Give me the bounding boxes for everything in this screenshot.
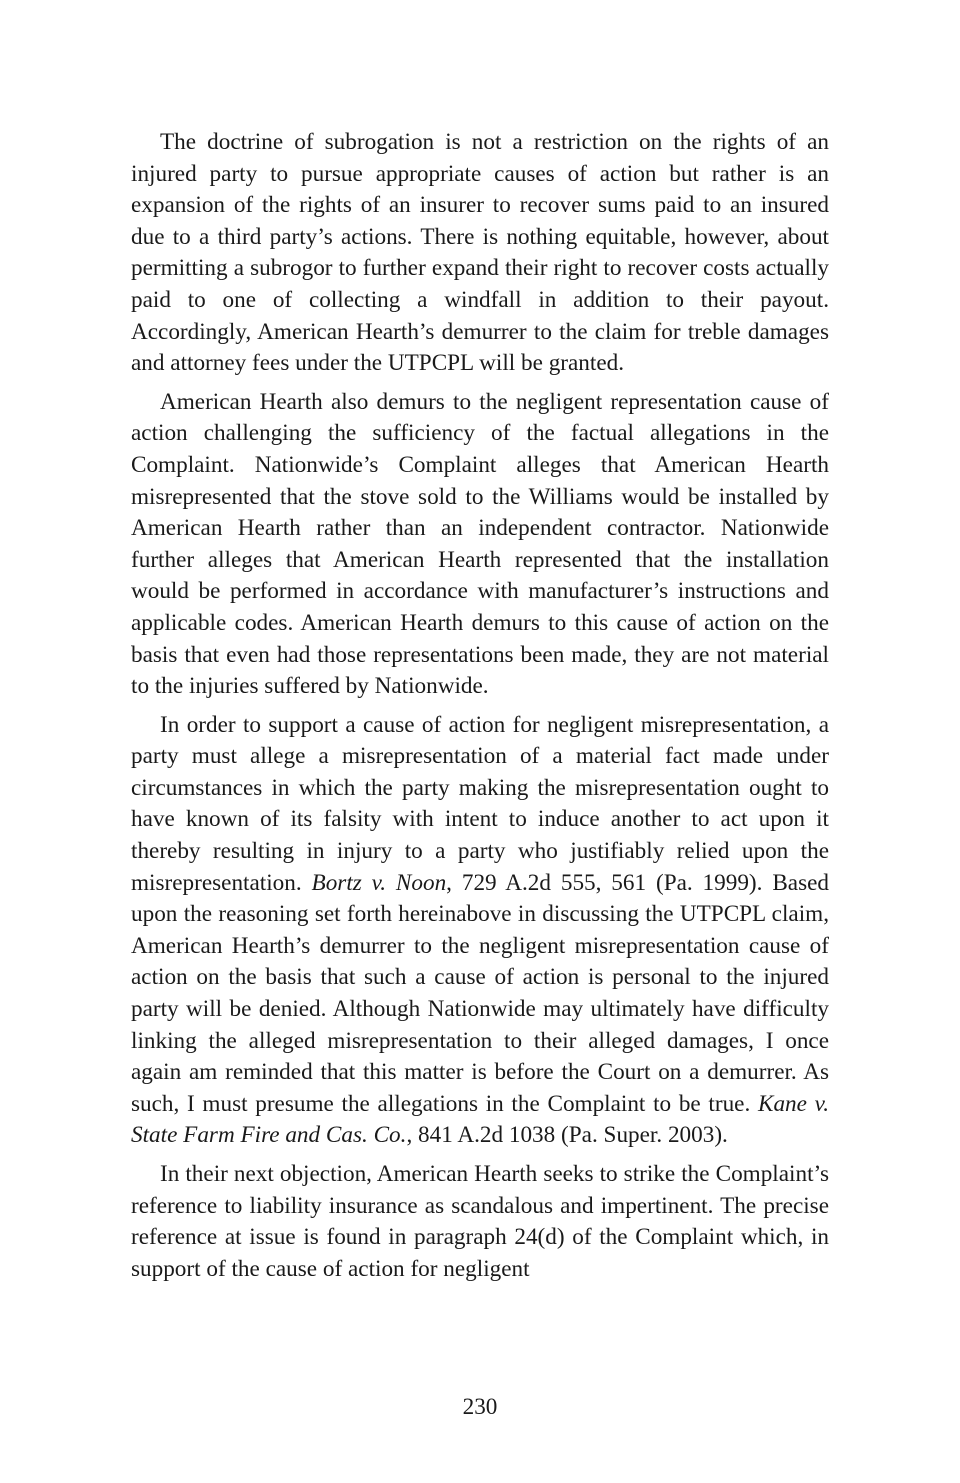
case-citation-kane: Kane v. State Farm Fire and Cas. Co. [131,1090,830,1149]
paragraph-text: , 729 A.2d 555, 561 (Pa. 1999). Based upon the reasoning set forth hereinabove in discussing the UTPCPL claim, American Hearth’s demurrer to the negligent misrepresentation cause of action on the basis that such a cause of action is personal to the injured party will be denied. Although Nationwide may ultimately have difficulty linking the alleged misrepresentation to their alleged damages, I once again am reminded that this matter is before the Court on a demurrer. As such, I must presume the allegations in the Complaint to be true. [131,869,830,1117]
paragraph-liability-insurance [131,1159,829,1285]
paragraph-text: In their next objection, American Hearth seeks to strike the Complaint’s reference to liability insurance as scandalous and impertinent. The precise reference at issue is found in paragraph 24(d) of the Complaint which, in support of the cause of action for negligent [131,1161,829,1282]
paragraph-text: , 841 A.2d 1038 (Pa. Super. 2003). [406,1122,728,1149]
paragraph-text: The doctrine of subrogation is not a restriction on the rights of an injured party to pursue appropriate causes of action but rather is an expansion of the rights of an insurer to recover sums paid to an insured due to a third party’s actions. There is nothing equitable, however, about permitting a subrogor to further expand their right to recover costs actually paid to one of collecting a windfall in addition to their payout. Accordingly, American Hearth’s demurrer to the claim for treble damages and attorney fees under the UTPCPL will be granted. [131,129,829,377]
paragraph-text: American Hearth also demurs to the negligent representation cause of action challenging the sufficiency of the factual allegations in the Complaint. Nationwide’s Complaint alleges that American Hearth misrepresented that the stove sold to the Williams would be installed by American Hearth rather than an independent contractor. Nationwide further alleges that American Hearth represented that the installation would be performed in accordance with manufacturer’s instructions and applicable codes. American Hearth demurs to this cause of action on the basis that even had those representations been made, they are not material to the injuries suffered by Nationwide. [131,388,829,700]
paragraph-subrogation [131,127,829,380]
document-body [131,127,829,1292]
paragraph-negligent-representation [131,387,829,703]
case-citation-bortz: Bortz v. Noon [311,869,447,896]
page-number: 230 [462,1394,498,1420]
paragraph-negligent-misrepresentation [131,710,829,1152]
paragraph-text: In order to support a cause of action for negligent misrepresentation, a party must allege a misrepresentation of a material fact made under circumstances in which the party making the misrepresentation ought to have known of its falsity with intent to induce another to act upon it thereby resulting in injury to a party who justifiably relied upon the misrepresentation. [131,711,829,896]
